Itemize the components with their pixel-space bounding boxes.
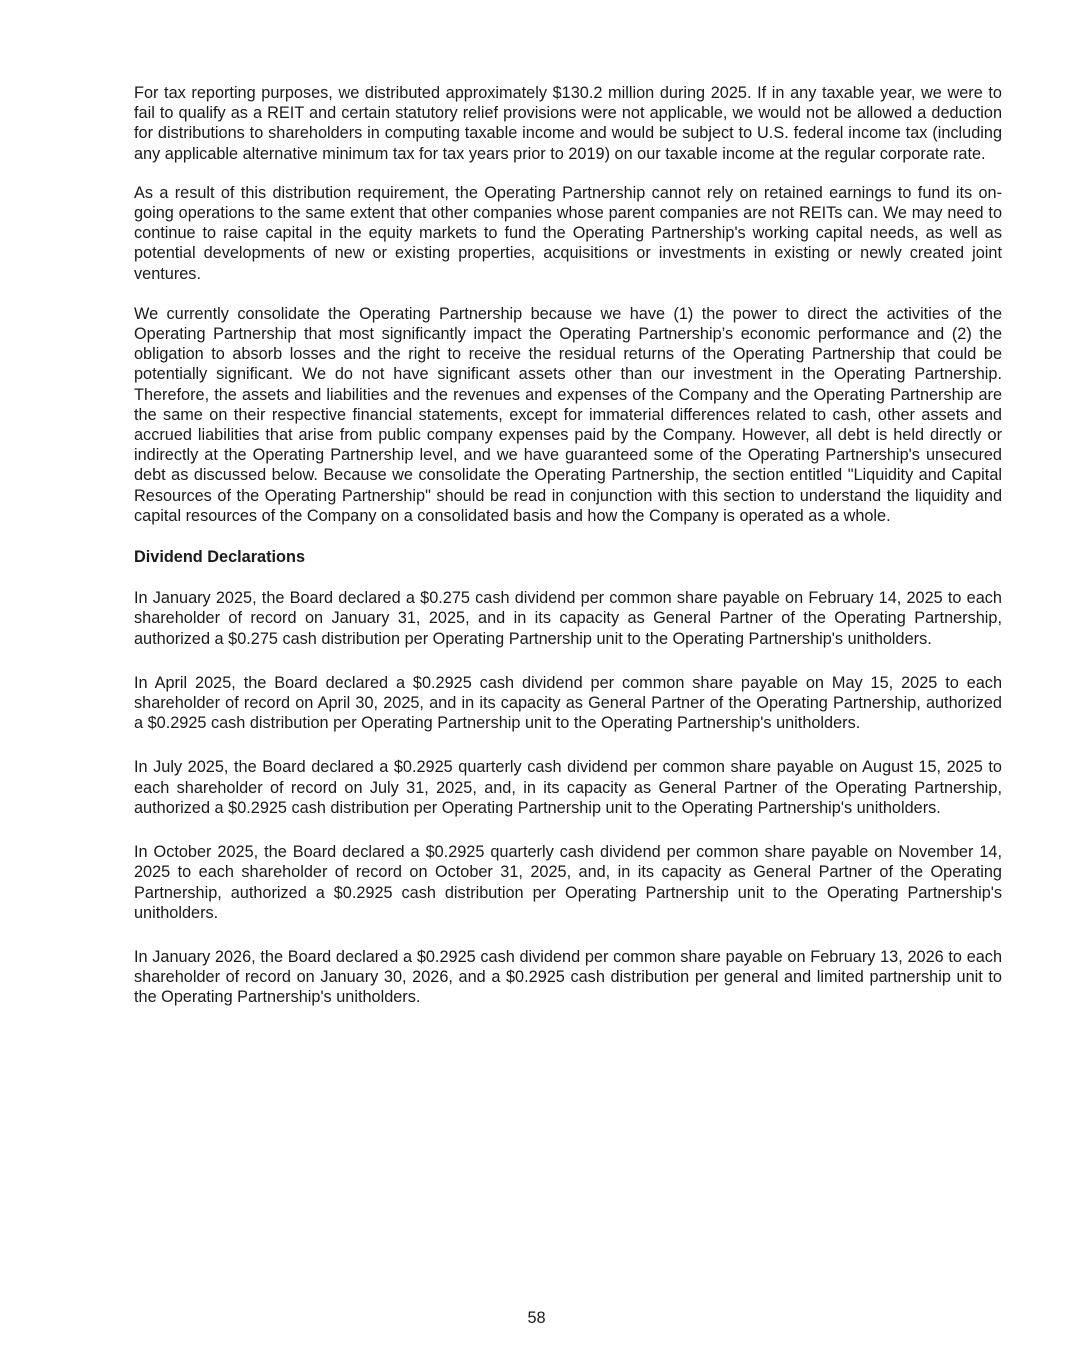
document-page — [134, 83, 1002, 1032]
section-heading-dividend-declarations: Dividend Declarations — [134, 548, 306, 567]
dividend-paragraph-oct-2025: In October 2025, the Board declared a $0.2925 quarterly cash dividend per common share payable on November 14, 2025 to each shareholder of record on October 31, 2025, and, in its capacity as General Partner of the Operating Partnership, authorized a $0.2925 cash distribution per Operating Partnership unit to the Operating Partnership's unitholders. — [134, 843, 1002, 922]
dividend-paragraph-jan-2025: In January 2025, the Board declared a $0.275 cash dividend per common share payable on February 14, 2025 to each shareholder of record on January 31, 2025, and in its capacity as General Partner of the Operating Partnership, authorized a $0.275 cash distribution per Operating Partnership unit to the Operating Partnership's unitholders. — [134, 589, 1002, 648]
paragraph-tax-reporting: For tax reporting purposes, we distributed approximately $130.2 million during 2025. If in any taxable year, we were to fail to qualify as a REIT and certain statutory relief provisions were not applicable, we would not be allowed a deduction for distributions to shareholders in computing taxable income and would be subject to U.S. federal income tax (including any applicable alternative minimum tax for tax years prior to 2019) on our taxable income at the regular corporate rate. — [134, 84, 1002, 163]
dividend-paragraph-jan-2026: In January 2026, the Board declared a $0.2925 cash dividend per common share payable on February 13, 2026 to each shareholder of record on January 30, 2026, and a $0.2925 cash distribution per general and limited partnership unit to the Operating Partnership's unitholders. — [134, 947, 1002, 1007]
dividend-paragraph-jul-2025: In July 2025, the Board declared a $0.2925 quarterly cash dividend per common share payable on August 15, 2025 to each shareholder of record on July 31, 2025, and, in its capacity as General Partner of the Operating Partnership, authorized a $0.2925 cash distribution per Operating Partnership unit to the Operating Partnership's unitholders. — [134, 758, 1002, 817]
dividend-paragraph-apr-2025: In April 2025, the Board declared a $0.2925 cash dividend per common share payable on May 15, 2025 to each shareholder of record on April 30, 2025, and in its capacity as General Partner of the Operating Partnership, authorized a $0.2925 cash distribution per Operating Partnership unit to the Operating Partnership's unitholders. — [134, 673, 1002, 733]
paragraph-distribution-requirement: As a result of this distribution requirement, the Operating Partnership cannot rely on retained earnings to fund its on-going operations to the same extent that other companies whose parent companies are not REITs can. We may need to continue to raise capital in the equity markets to fund the Operating Partnership's working capital needs, as well as potential developments of new or existing properties, acquisitions or investments in existing or newly created joint ventures. — [134, 183, 1002, 283]
paragraph-consolidation: We currently consolidate the Operating Partnership because we have (1) the power to direct the activities of the Operating Partnership that most significantly impact the Operating Partnership’s economic performance and (2) the obligation to absorb losses and the right to receive the residual returns of the Operating Partnership that could be potentially significant. We do not have significant assets other than our investment in the Operating Partnership. Therefore, the assets and liabilities and the revenues and expenses of the Company and the Operating Partnership are the same on their respective financial statements, except for immaterial differences related to cash, other assets and accrued liabilities that arise from public company expenses paid by the Company. However, all debt is held directly or indirectly at the Operating Partnership level, and we have guaranteed some of the Operating Partnership's unsecured debt as discussed below. Because we consolidate the Operating Partnership, the section entitled "Liquidity and Capital Resources of the Operating Partnership" should be read in conjunction with this section to understand the liquidity and capital resources of the Company on a consolidated basis and how the Company is operated as a whole. — [134, 304, 1002, 525]
page-number: 58 — [527, 1309, 546, 1327]
